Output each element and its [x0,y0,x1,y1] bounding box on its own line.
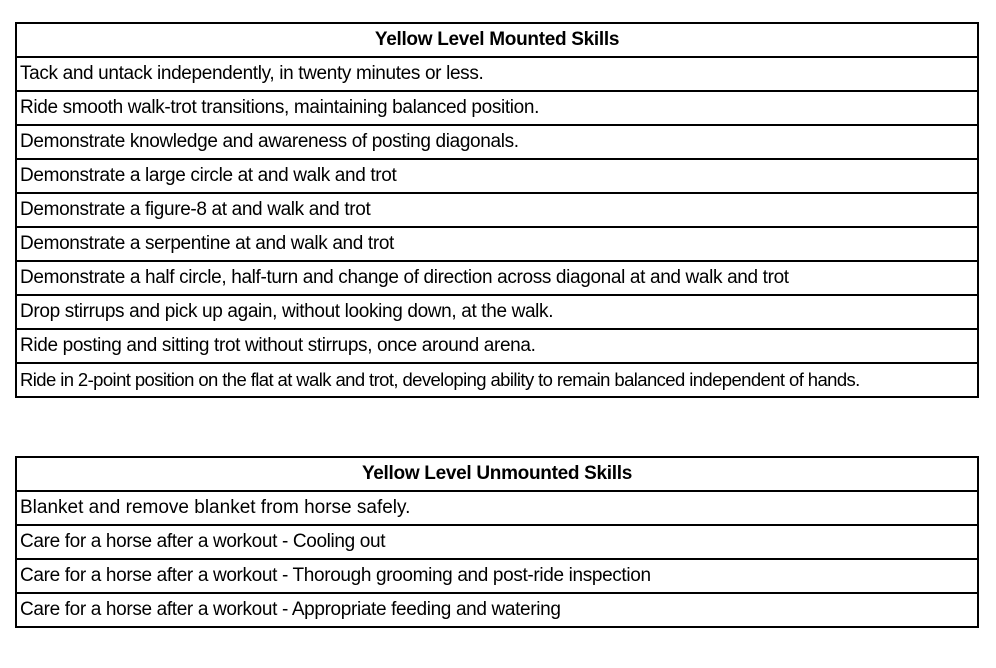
table-row [16,261,978,295]
unmounted-skills-title: Yellow Level Unmounted Skills [16,457,978,491]
skill-item: Ride posting and sitting trot without stirrups, once around arena. [16,329,978,363]
skill-item: Ride in 2-point position on the flat at walk and trot, developing ability to remain balanced independent of hands. [16,363,978,397]
skill-item: Demonstrate knowledge and awareness of posting diagonals. [16,125,978,159]
mounted-skills-title: Yellow Level Mounted Skills [16,23,978,57]
table-row [16,295,978,329]
table-header-row [16,457,978,491]
table-row [16,559,978,593]
skill-item: Drop stirrups and pick up again, without looking down, at the walk. [16,295,978,329]
table-row [16,193,978,227]
skill-item: Demonstrate a serpentine at and walk and trot [16,227,978,261]
table-row [16,57,978,91]
skill-item: Demonstrate a half circle, half-turn and change of direction across diagonal at and walk and trot [16,261,978,295]
unmounted-skills-table [15,456,979,628]
table-row [16,159,978,193]
table-row [16,491,978,525]
table-header-row [16,23,978,57]
table-row [16,329,978,363]
skill-item: Demonstrate a large circle at and walk and trot [16,159,978,193]
skill-item: Tack and untack independently, in twenty minutes or less. [16,57,978,91]
skill-item: Care for a horse after a workout - Appropriate feeding and watering [16,593,978,627]
table-row [16,593,978,627]
skill-item: Blanket and remove blanket from horse safely. [16,491,978,525]
skill-item: Care for a horse after a workout - Thorough grooming and post-ride inspection [16,559,978,593]
skill-item: Care for a horse after a workout - Cooling out [16,525,978,559]
skill-item: Demonstrate a figure-8 at and walk and trot [16,193,978,227]
table-row [16,91,978,125]
table-row [16,125,978,159]
table-row [16,525,978,559]
table-row [16,227,978,261]
skill-item: Ride smooth walk-trot transitions, maintaining balanced position. [16,91,978,125]
table-row [16,363,978,397]
mounted-skills-table [15,22,979,398]
